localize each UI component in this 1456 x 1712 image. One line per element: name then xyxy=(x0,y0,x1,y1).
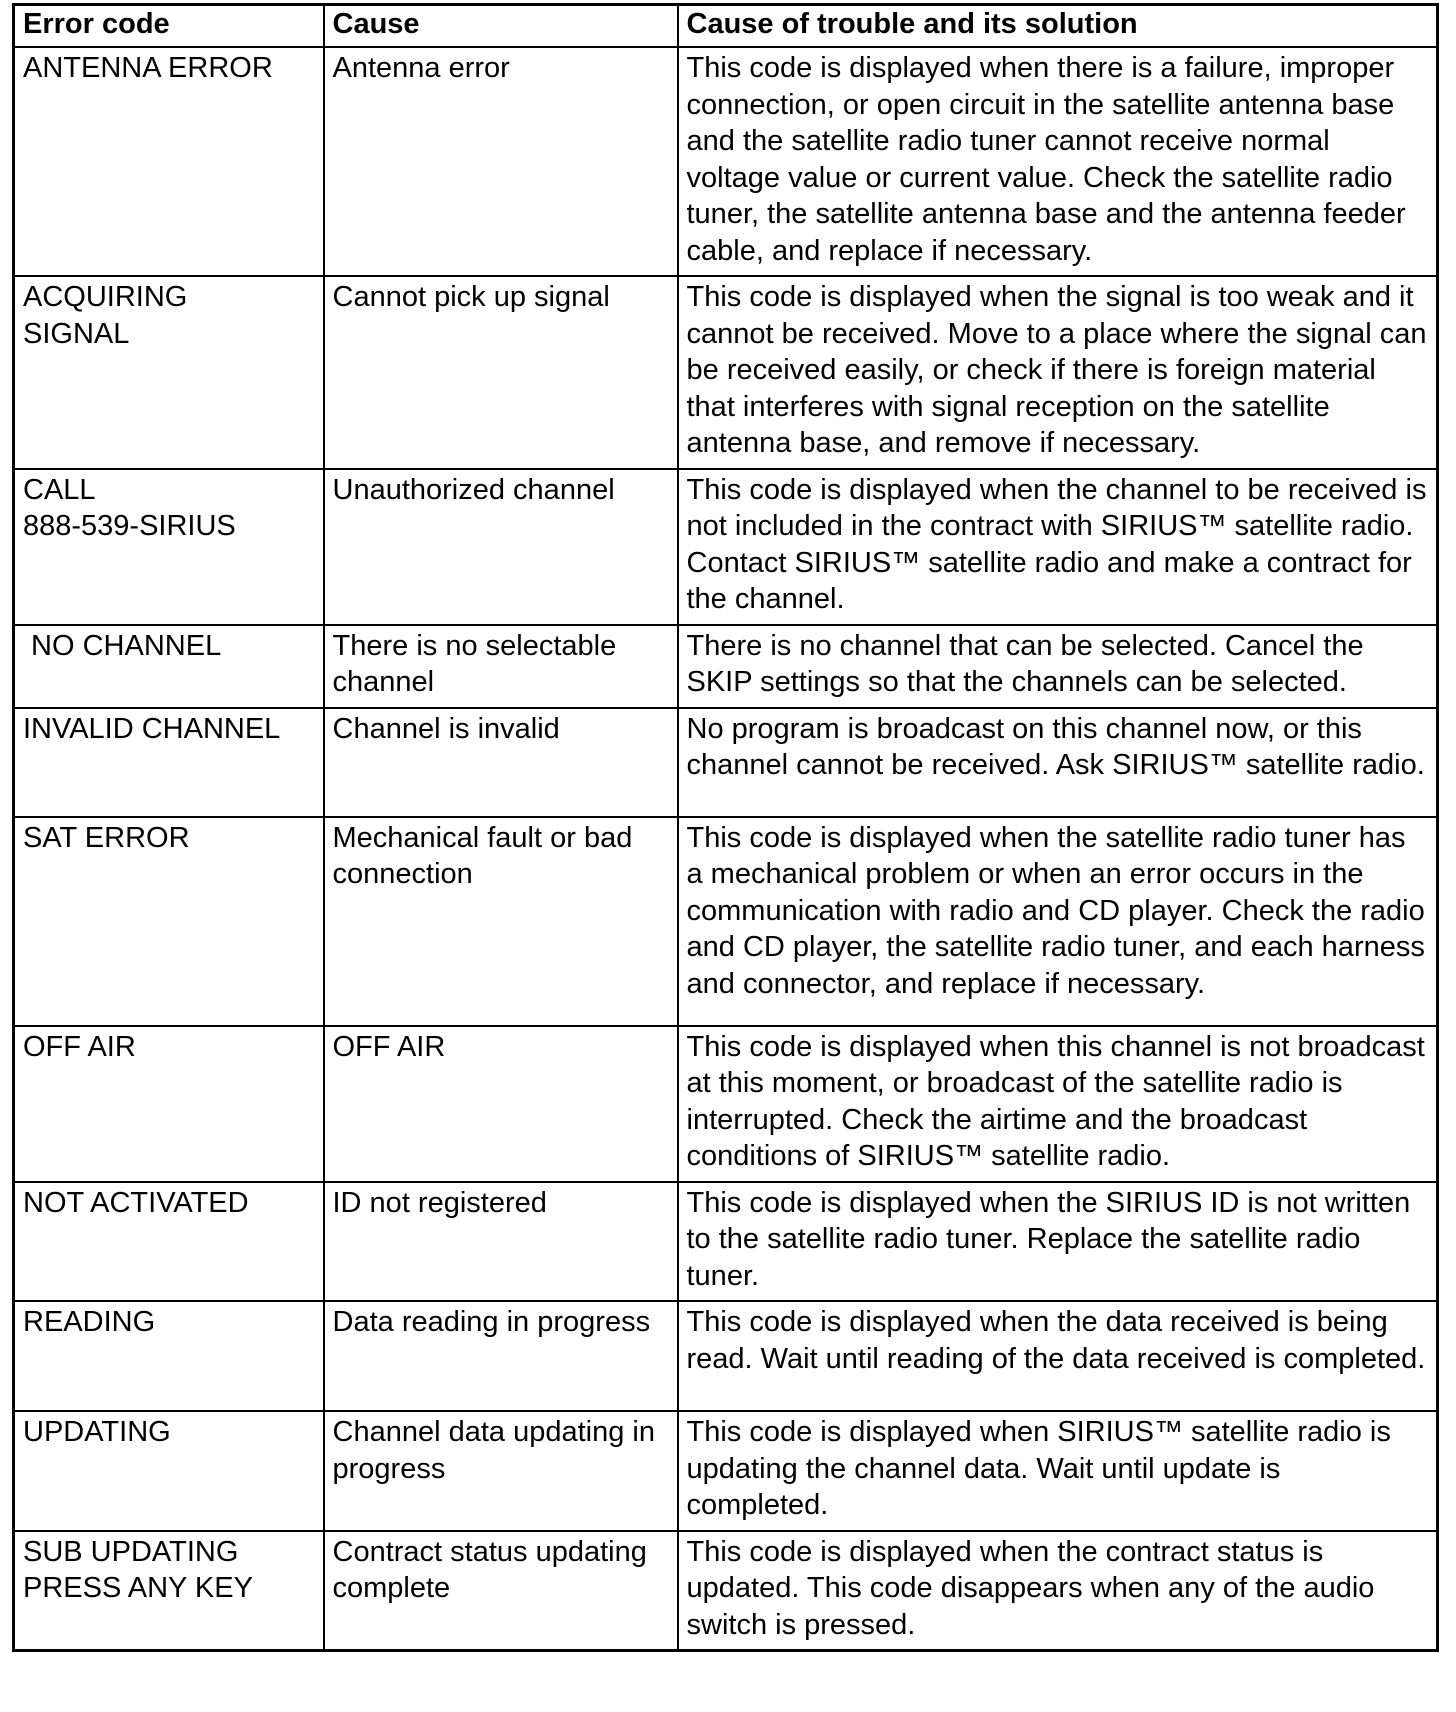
table-header-row xyxy=(14,5,1438,48)
table-row xyxy=(14,1301,1438,1411)
error-code-cell: OFF AIR xyxy=(14,1026,324,1182)
cause-cell: Unauthorized channel xyxy=(324,469,678,625)
solution-cell: This code is displayed when there is a failure, improper connection, or open circuit in the satellite antenna base and the satellite radio tuner cannot receive normal voltage value or current value. Check the satellite radio tuner, the satellite antenna base and the antenna feeder cable, and replace if necessary. xyxy=(678,47,1438,276)
solution-cell: This code is displayed when the signal is too weak and it cannot be received. Move to a place where the signal can be received easily, or check if there is foreign material that interferes with signal reception on the satellite antenna base, and remove if necessary. xyxy=(678,276,1438,469)
table-row xyxy=(14,1182,1438,1302)
error-code-cell: SUB UPDATING PRESS ANY KEY xyxy=(14,1531,324,1651)
table-row xyxy=(14,469,1438,625)
table-row xyxy=(14,47,1438,276)
solution-cell: This code is displayed when the channel to be received is not included in the contract with SIRIUS™ satellite radio. Contact SIRIUS™ satellite radio and make a contract for the channel. xyxy=(678,469,1438,625)
cause-cell: ID not registered xyxy=(324,1182,678,1302)
error-code-cell: ACQUIRING SIGNAL xyxy=(14,276,324,469)
table-row xyxy=(14,708,1438,817)
solution-cell: This code is displayed when the contract status is updated. This code disappears when any of the audio switch is pressed. xyxy=(678,1531,1438,1651)
solution-cell: There is no channel that can be selected. Cancel the SKIP settings so that the channels can be selected. xyxy=(678,625,1438,708)
solution-cell: This code is displayed when this channel is not broadcast at this moment, or broadcast of the satellite radio is interrupted. Check the airtime and the broadcast conditions of SIRIUS™ satellite radio. xyxy=(678,1026,1438,1182)
header-cause: Cause xyxy=(324,5,678,48)
cause-cell: Channel is invalid xyxy=(324,708,678,817)
error-code-cell: ANTENNA ERROR xyxy=(14,47,324,276)
error-code-cell: NO CHANNEL xyxy=(14,625,324,708)
cause-cell: Contract status updating complete xyxy=(324,1531,678,1651)
table-row xyxy=(14,817,1438,1026)
solution-cell: This code is displayed when the data received is being read. Wait until reading of the data received is completed. xyxy=(678,1301,1438,1411)
cause-cell: Mechanical fault or bad connection xyxy=(324,817,678,1026)
error-code-cell: READING xyxy=(14,1301,324,1411)
table-row xyxy=(14,1411,1438,1531)
cause-cell: OFF AIR xyxy=(324,1026,678,1182)
cause-cell: Antenna error xyxy=(324,47,678,276)
header-solution: Cause of trouble and its solution xyxy=(678,5,1438,48)
header-error-code: Error code xyxy=(14,5,324,48)
cause-cell: Cannot pick up signal xyxy=(324,276,678,469)
error-code-cell: SAT ERROR xyxy=(14,817,324,1026)
error-code-cell: CALL 888-539-SIRIUS xyxy=(14,469,324,625)
cause-cell: Channel data updating in progress xyxy=(324,1411,678,1531)
error-code-cell: UPDATING xyxy=(14,1411,324,1531)
table-row xyxy=(14,1026,1438,1182)
solution-cell: This code is displayed when SIRIUS™ satellite radio is updating the channel data. Wait until update is completed. xyxy=(678,1411,1438,1531)
solution-cell: This code is displayed when the SIRIUS ID is not written to the satellite radio tuner. Replace the satellite radio tuner. xyxy=(678,1182,1438,1302)
error-code-cell: NOT ACTIVATED xyxy=(14,1182,324,1302)
table-row xyxy=(14,625,1438,708)
error-code-cell: INVALID CHANNEL xyxy=(14,708,324,817)
table-row xyxy=(14,276,1438,469)
solution-cell: No program is broadcast on this channel now, or this channel cannot be received. Ask SIRIUS™ satellite radio. xyxy=(678,708,1438,817)
solution-cell: This code is displayed when the satellite radio tuner has a mechanical problem or when an error occurs in the communication with radio and CD player. Check the radio and CD player, the satellite radio tuner, and each harness and connector, and replace if necessary. xyxy=(678,817,1438,1026)
table-row xyxy=(14,1531,1438,1651)
cause-cell: Data reading in progress xyxy=(324,1301,678,1411)
cause-cell: There is no selectable channel xyxy=(324,625,678,708)
error-code-table xyxy=(12,3,1439,1652)
